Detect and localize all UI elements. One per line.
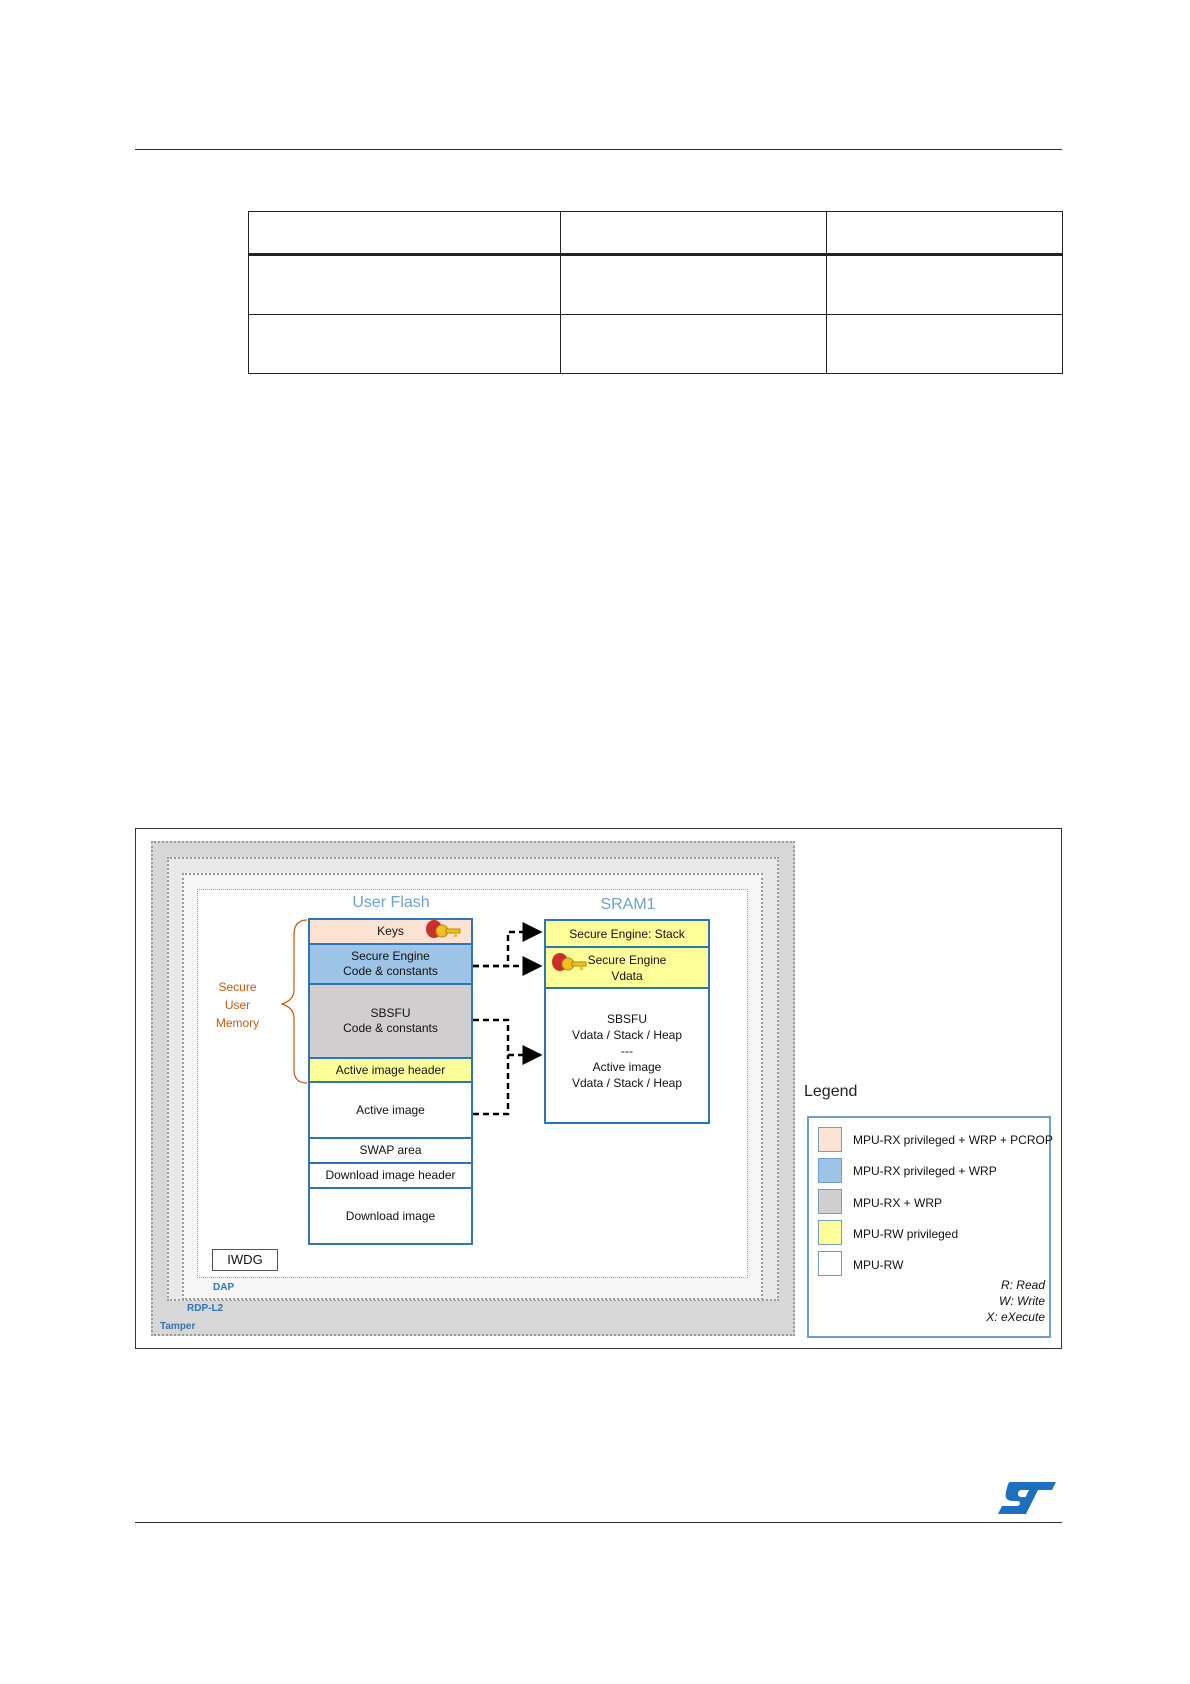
legend-note: W: Write <box>999 1294 1045 1308</box>
legend-label: MPU-RW privileged <box>853 1227 959 1241</box>
user-flash-title: User Flash <box>352 894 430 911</box>
secure-label-line: Memory <box>215 1016 260 1030</box>
legend-swatch <box>818 1251 842 1276</box>
legend-title: Legend <box>804 1083 858 1100</box>
iwdg-box: IWDG <box>212 1249 278 1271</box>
legend-swatch <box>818 1220 842 1245</box>
legend-swatch <box>818 1127 842 1152</box>
sram1-title: SRAM1 <box>600 896 656 913</box>
legend-swatch <box>818 1158 842 1183</box>
tamper-label: Tamper <box>160 1321 196 1332</box>
block-line: Vdata / Stack / Heap <box>571 1028 683 1042</box>
block-line: Active image <box>592 1060 662 1074</box>
legend-notes <box>940 1277 1045 1325</box>
block-line: Vdata <box>611 968 643 983</box>
dap-label: DAP <box>213 1282 235 1293</box>
block-line: Download image header <box>325 1168 456 1182</box>
legend-label: MPU-RX privileged + WRP + PCROP <box>853 1133 1053 1147</box>
st-logo-icon <box>996 1480 1058 1516</box>
block-line: SBSFU <box>606 1012 647 1026</box>
block-line: Secure Engine: Stack <box>569 926 685 941</box>
legend-label: MPU-RW <box>853 1258 904 1272</box>
block-line: --- <box>621 1044 633 1058</box>
block-line: Code & constants <box>343 1021 438 1035</box>
secure-label-line: Secure <box>218 980 257 994</box>
rdp-label: RDP-L2 <box>187 1303 224 1314</box>
block-line: Keys <box>377 924 404 938</box>
legend-swatch <box>818 1189 842 1214</box>
block-line: Code & constants <box>343 964 438 978</box>
footer-rule <box>135 1522 1062 1523</box>
legend-note: R: Read <box>1000 1278 1045 1292</box>
secure-memory-brace <box>282 920 307 1083</box>
flash-to-stack-arrow <box>473 932 540 966</box>
block-line: Download image <box>345 1208 436 1223</box>
block-line: SBSFU <box>370 1006 411 1020</box>
active-image-to-sram-arrow <box>473 1055 508 1114</box>
block-line: Secure Engine <box>587 952 667 967</box>
legend-label: MPU-RX privileged + WRP <box>853 1164 997 1178</box>
block-line: Active image header <box>335 1062 446 1077</box>
block-line: Secure Engine <box>351 949 430 963</box>
secure-label-line: User <box>224 998 251 1012</box>
legend-note: X: eXecute <box>986 1310 1045 1324</box>
legend-label: MPU-RX + WRP <box>853 1196 943 1210</box>
block-line: Vdata / Stack / Heap <box>571 1076 683 1090</box>
block-line: SWAP area <box>359 1143 422 1157</box>
sbsfu-to-sram-arrow <box>473 1020 540 1055</box>
block-line: Active image <box>356 1102 425 1117</box>
